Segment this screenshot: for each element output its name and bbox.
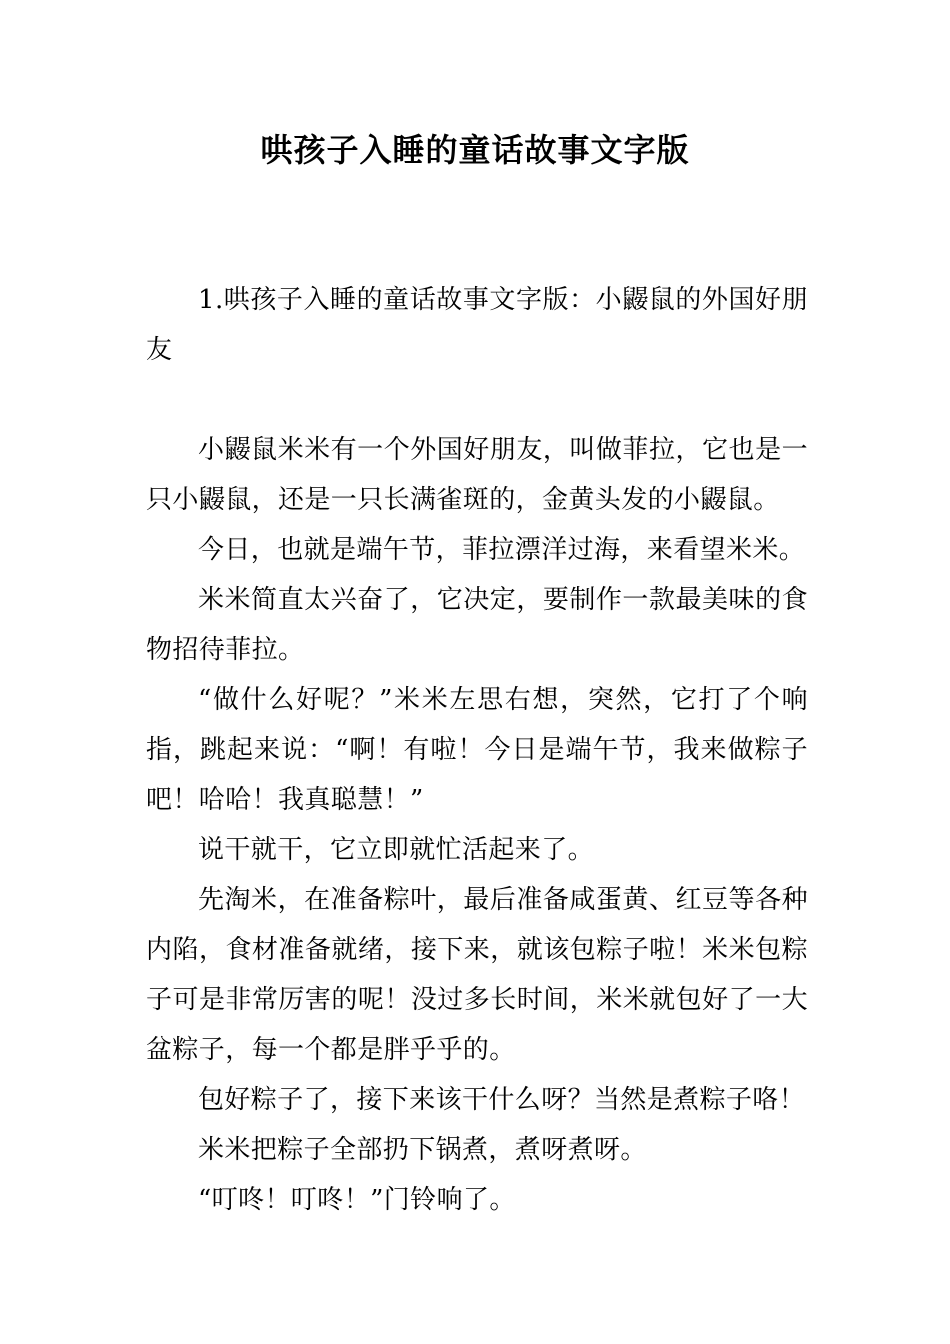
paragraph-9: “叮咚！叮咚！”门铃响了。: [198, 1185, 516, 1215]
paragraph-5: 说干就干，它立即就忙活起来了。: [198, 835, 595, 865]
document-title: 哄孩子入睡的童话故事文字版: [260, 131, 690, 169]
document-body: [146, 275, 808, 1225]
section-heading: 1.哄孩子入睡的童话故事文字版：小鼹鼠的外国好朋友: [146, 285, 808, 365]
paragraph-3: 米米简直太兴奋了，它决定，要制作一款最美味的食物招待菲拉。: [146, 585, 808, 665]
paragraph-2: 今日，也就是端午节，菲拉漂洋过海，来看望米米。: [198, 535, 806, 565]
paragraph-8: 米米把粽子全部扔下锅煮，煮呀煮呀。: [198, 1135, 647, 1165]
paragraph-6: 先淘米，在准备粽叶，最后准备咸蛋黄、红豆等各种内陷，食材准备就绪，接下来，就该包粽子啦！米米包粽子可是非常厉害的呢！没过多长时间，米米就包好了一大盆粽子，每一个都是胖乎乎的。: [146, 885, 808, 1065]
paragraph-4: “做什么好呢？”米米左思右想，突然，它打了个响指，跳起来说：“啊！有啦！今日是端午节，我来做粽子吧！哈哈！我真聪慧！”: [146, 685, 808, 815]
paragraph-1: 小鼹鼠米米有一个外国好朋友，叫做菲拉，它也是一只小鼹鼠，还是一只长满雀斑的，金黄头发的小鼹鼠。: [146, 435, 808, 515]
paragraph-7: 包好粽子了，接下来该干什么呀？当然是煮粽子咯！: [198, 1085, 806, 1115]
